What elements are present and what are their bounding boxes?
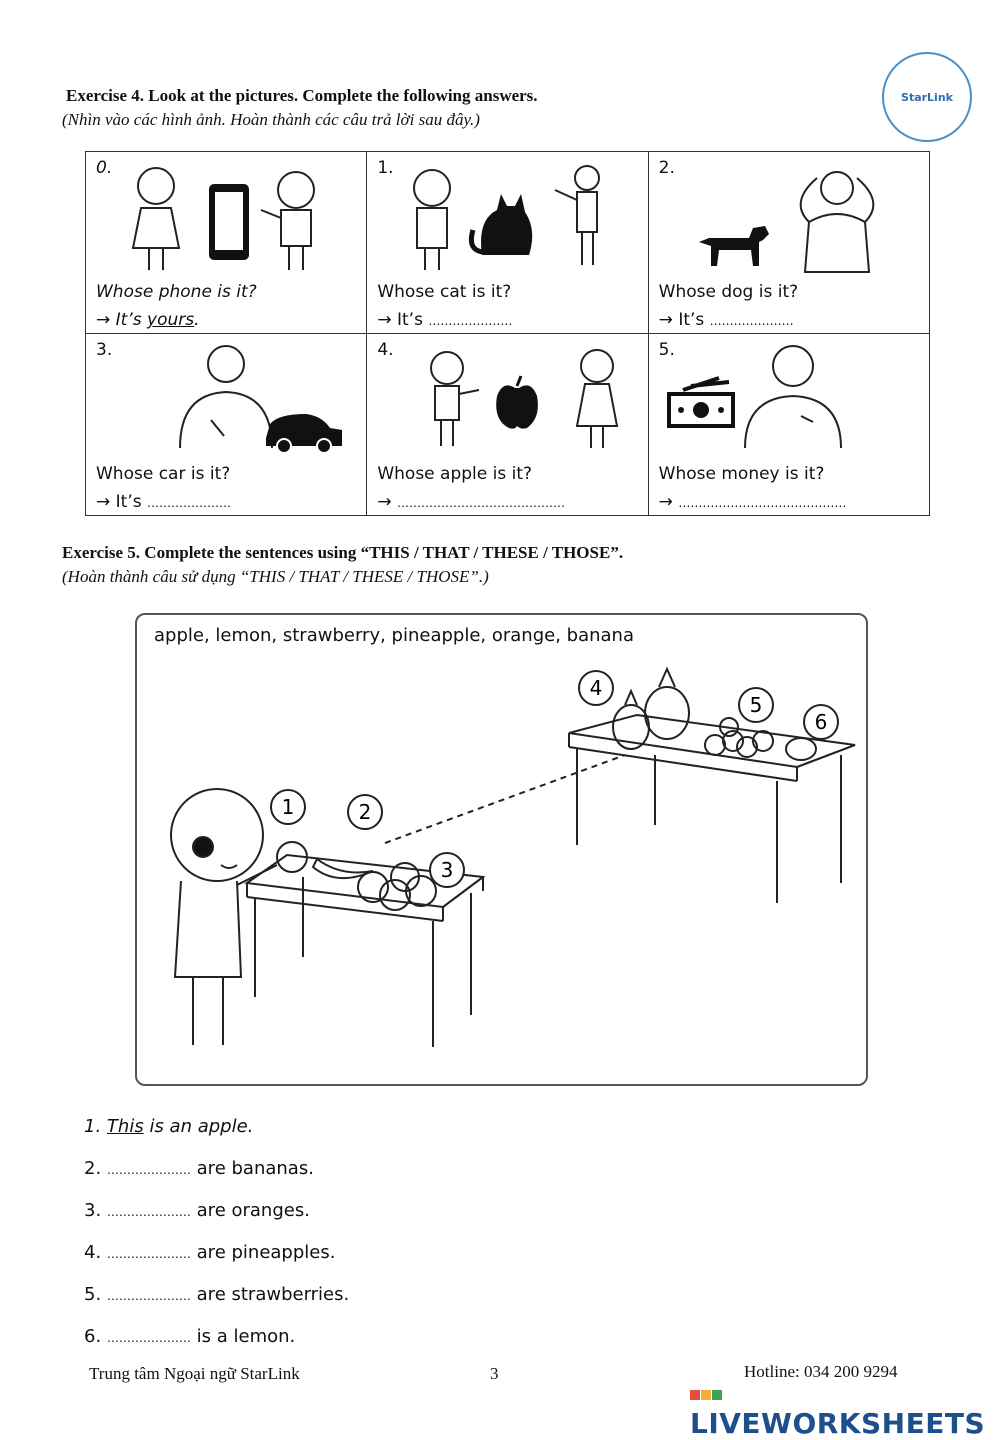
- marker-4: [579, 671, 613, 705]
- exercise-5-subtitle: (Hoàn thành câu sử dụng “THIS / THAT / THESE / THOSE”.): [62, 567, 489, 586]
- boy: [171, 789, 277, 1045]
- cell-4: [367, 334, 648, 516]
- man-car-picture: [166, 338, 356, 458]
- answer: [377, 310, 512, 330]
- question: Whose apple is it?: [377, 464, 533, 484]
- arrow: →: [377, 492, 392, 512]
- answer-blank[interactable]: …………………: [428, 314, 513, 328]
- answer: [659, 492, 847, 512]
- word-list: apple, lemon, strawberry, pineapple, orange, banana: [154, 625, 634, 646]
- marker-label: 2: [358, 800, 372, 824]
- sentence-3: [84, 1200, 310, 1221]
- sentence-6: [84, 1326, 295, 1347]
- sentence-1: [84, 1116, 253, 1137]
- dog-woman-picture: [689, 162, 919, 277]
- sentence-rest: is an apple.: [149, 1116, 254, 1137]
- sentence-number: 1.: [84, 1116, 102, 1137]
- exercise-5-title: Exercise 5. Complete the sentences using “THIS / THAT / THESE / THOSE”.: [62, 543, 624, 562]
- sentence-rest: are oranges.: [196, 1200, 310, 1221]
- sentence-number: 4.: [84, 1242, 102, 1263]
- sentence-2: [84, 1158, 314, 1179]
- arrow: →: [96, 310, 111, 330]
- brand-text: LIVEWORKSHEETS: [690, 1407, 986, 1440]
- sentence-5: [84, 1284, 349, 1305]
- brand-square-icon: [690, 1390, 700, 1400]
- cell-number: 3.: [96, 340, 113, 360]
- boy-cat-boy-picture: [397, 160, 637, 275]
- sentence-rest: are strawberries.: [196, 1284, 350, 1305]
- sentence-number: 5.: [84, 1284, 102, 1305]
- lemon: [786, 738, 816, 760]
- answer: [96, 492, 231, 512]
- cell-2: [648, 152, 929, 334]
- marker-6: [804, 705, 838, 739]
- answer-end: .: [194, 310, 200, 330]
- sentence-blank[interactable]: …………………: [106, 1163, 191, 1177]
- far-table: [569, 715, 855, 903]
- marker-1: [271, 790, 305, 824]
- question: Whose phone is it?: [96, 282, 257, 302]
- fruit-scene-illustration: [137, 615, 866, 1084]
- sentence-answer: This: [106, 1116, 144, 1137]
- answer-start: It’s: [396, 310, 423, 330]
- girl-phone-boy-picture: [121, 158, 351, 276]
- marker-label: 3: [440, 858, 454, 882]
- fruit-scene: [135, 613, 868, 1086]
- sentence-blank[interactable]: …………………: [106, 1247, 191, 1261]
- answer: [377, 492, 565, 512]
- arrow: →: [658, 310, 673, 330]
- marker-2: [348, 795, 382, 829]
- liveworksheets-brand[interactable]: [690, 1374, 999, 1440]
- sentence-rest: are bananas.: [196, 1158, 314, 1179]
- money-icon: [669, 378, 733, 426]
- cell-number: 5.: [658, 340, 675, 360]
- marker-3: [430, 853, 464, 887]
- cell-number: 2.: [658, 158, 675, 178]
- answer-blank[interactable]: …………………: [709, 314, 794, 328]
- apple-icon: [497, 385, 539, 428]
- cell-0: [86, 152, 367, 334]
- dog-icon: [699, 226, 769, 266]
- sentence-rest: are pineapples.: [196, 1242, 336, 1263]
- answer: [659, 310, 794, 330]
- cell-5: [648, 334, 929, 516]
- footer-page-number: 3: [490, 1364, 499, 1383]
- exercise-4-subtitle: (Nhìn vào các hình ảnh. Hoàn thành các câu trả lời sau đây.): [62, 110, 480, 129]
- brand-square-icon: [712, 1390, 722, 1400]
- dashed-line: [385, 755, 625, 843]
- cell-1: [367, 152, 648, 334]
- answer-blank[interactable]: ……………………………………: [678, 496, 847, 510]
- exercise-4-title: Exercise 4. Look at the pictures. Complete the following answers.: [66, 86, 538, 105]
- marker-5: [739, 688, 773, 722]
- logo-text: StarLink: [901, 90, 953, 104]
- cell-number: 4.: [377, 340, 394, 360]
- question: Whose cat is it?: [377, 282, 512, 302]
- sentence-number: 6.: [84, 1326, 102, 1347]
- marker-label: 1: [281, 795, 295, 819]
- answer-start: It’s: [115, 492, 142, 512]
- answer: [96, 310, 200, 330]
- marker-label: 6: [814, 710, 828, 734]
- cell-3: [86, 334, 367, 516]
- sentence-number: 3.: [84, 1200, 102, 1221]
- question: Whose car is it?: [96, 464, 231, 484]
- exercise-4-table: [85, 151, 930, 516]
- sentence-number: 2.: [84, 1158, 102, 1179]
- answer-word: yours: [147, 310, 195, 330]
- footer-hotline: Hotline: 034 200 9294: [744, 1362, 898, 1381]
- sentence-blank[interactable]: …………………: [106, 1289, 191, 1303]
- arrow: →: [96, 492, 111, 512]
- pineapples: [613, 669, 689, 749]
- strawberries: [705, 718, 773, 757]
- answer-blank[interactable]: ……………………………………: [396, 496, 565, 510]
- answer-start: It’s: [115, 310, 142, 330]
- arrow: →: [377, 310, 392, 330]
- marker-label: 5: [749, 693, 763, 717]
- money-man-picture: [663, 338, 923, 458]
- footer-center-name: Trung tâm Ngoại ngữ StarLink: [89, 1364, 300, 1383]
- cell-number: 1.: [377, 158, 394, 178]
- car-icon: [266, 414, 342, 446]
- sentence-rest: is a lemon.: [196, 1326, 296, 1347]
- sentence-blank[interactable]: …………………: [106, 1331, 191, 1345]
- answer-blank[interactable]: …………………: [147, 496, 232, 510]
- cat-icon: [481, 194, 532, 255]
- answer-start: It’s: [678, 310, 705, 330]
- marker-label: 4: [589, 676, 603, 700]
- brand-square-icon: [701, 1390, 711, 1400]
- sentence-blank[interactable]: …………………: [106, 1205, 191, 1219]
- arrow: →: [658, 492, 673, 512]
- starlink-logo: [882, 52, 972, 142]
- boy-apple-girl-picture: [417, 340, 637, 458]
- question: Whose money is it?: [658, 464, 825, 484]
- question: Whose dog is it?: [658, 282, 799, 302]
- cell-number: 0.: [96, 158, 113, 178]
- sentence-4: [84, 1242, 335, 1263]
